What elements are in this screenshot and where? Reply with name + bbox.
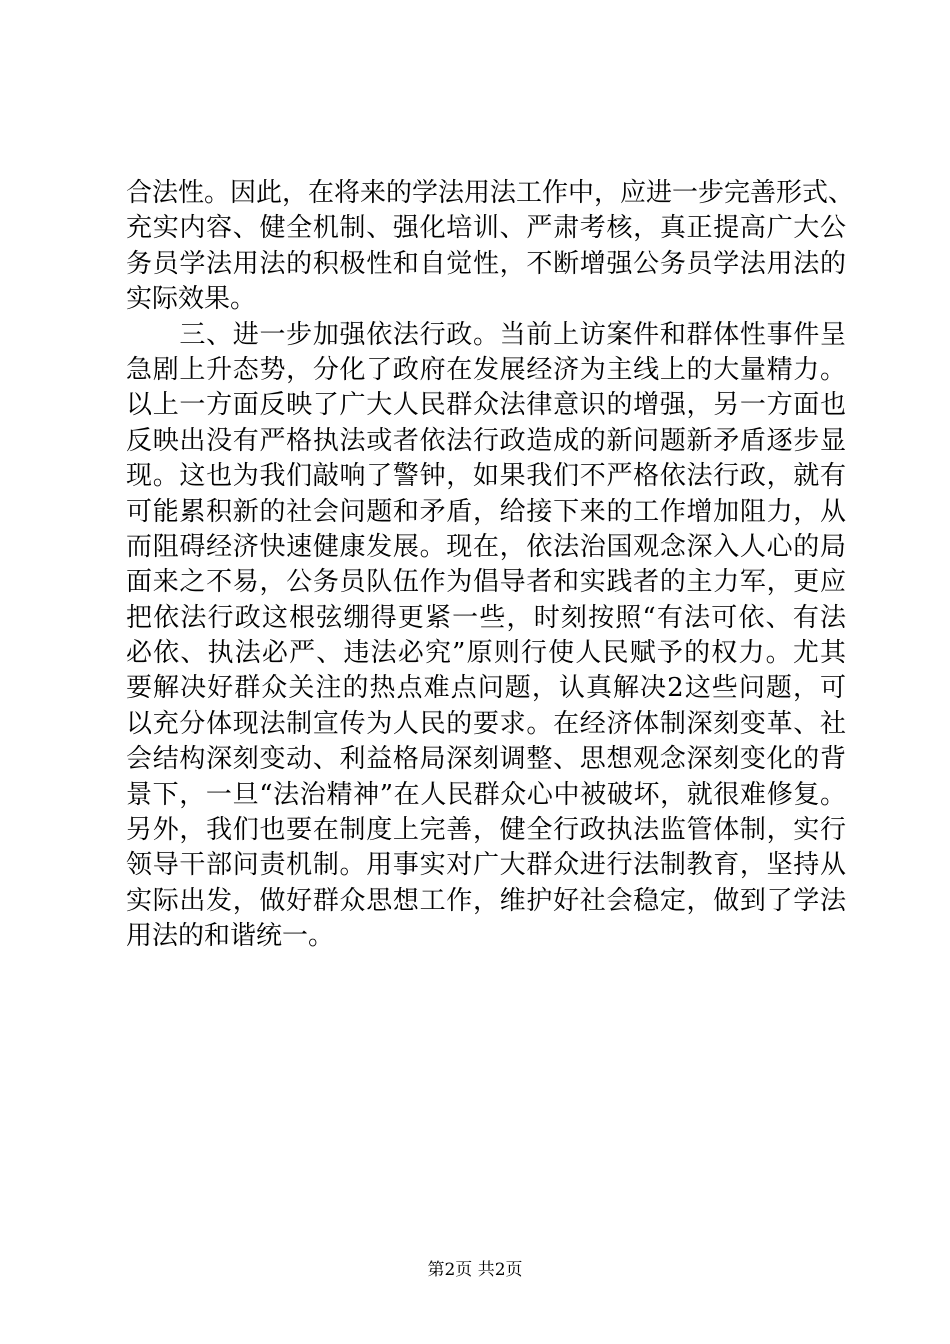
body-text <box>126 176 855 955</box>
text-line: 急剧上升态势，分化了政府在发展经济为主线上的大量精力。 <box>126 354 846 385</box>
text-line: 充实内容、健全机制、强化培训、严肃考核，真正提高广大公 <box>126 213 846 244</box>
page-number-footer: 第2页 共2页 <box>427 1260 523 1280</box>
text-line: 面来之不易，公务员队伍作为倡导者和实践者的主力军，更应 <box>126 567 846 598</box>
text-line: 以充分体现法制宣传为人民的要求。在经济体制深刻变革、社 <box>126 708 846 739</box>
text-line: 另外，我们也要在制度上完善，健全行政执法监管体制，实行 <box>126 815 846 846</box>
text-line: 景下，一旦“法治精神”在人民群众心中被破坏，就很难修复。 <box>126 779 846 810</box>
text-line: 把依法行政这根弦绷得更紧一些，时刻按照“有法可依、有法 <box>126 602 846 633</box>
text-line: 实际效果。 <box>126 284 257 315</box>
text-line: 现。这也为我们敲响了警钟，如果我们不严格依法行政，就有 <box>126 461 846 492</box>
text-line: 而阻碍经济快速健康发展。现在，依法治国观念深入人心的局 <box>126 531 846 562</box>
text-line: 要解决好群众关注的热点难点问题，认真解决2这些问题，可 <box>126 673 846 704</box>
text-line: 可能累积新的社会问题和矛盾，给接下来的工作增加阻力，从 <box>126 496 846 527</box>
text-line: 必依、执法必严、违法必究”原则行使人民赋予的权力。尤其 <box>126 638 846 669</box>
text-line: 领导干部问责机制。用事实对广大群众进行法制教育，坚持从 <box>126 850 846 881</box>
text-line: 用法的和谐统一。 <box>126 921 335 952</box>
text-line: 合法性。因此，在将来的学法用法工作中，应进一步完善形式、 <box>126 178 855 208</box>
text-line: 务员学法用法的积极性和自觉性，不断增强公务员学法用法的 <box>126 248 846 279</box>
text-line: 实际出发，做好群众思想工作，维护好社会稳定，做到了学法 <box>126 885 846 916</box>
text-line: 会结构深刻变动、利益格局深刻调整、思想观念深刻变化的背 <box>126 744 846 775</box>
text-line: 以上一方面反映了广大人民群众法律意识的增强，另一方面也 <box>126 390 846 421</box>
text-line: 三、进一步加强依法行政。当前上访案件和群体性事件呈 <box>126 319 846 350</box>
text-line: 反映出没有严格执法或者依法行政造成的新问题新矛盾逐步显 <box>126 425 846 456</box>
